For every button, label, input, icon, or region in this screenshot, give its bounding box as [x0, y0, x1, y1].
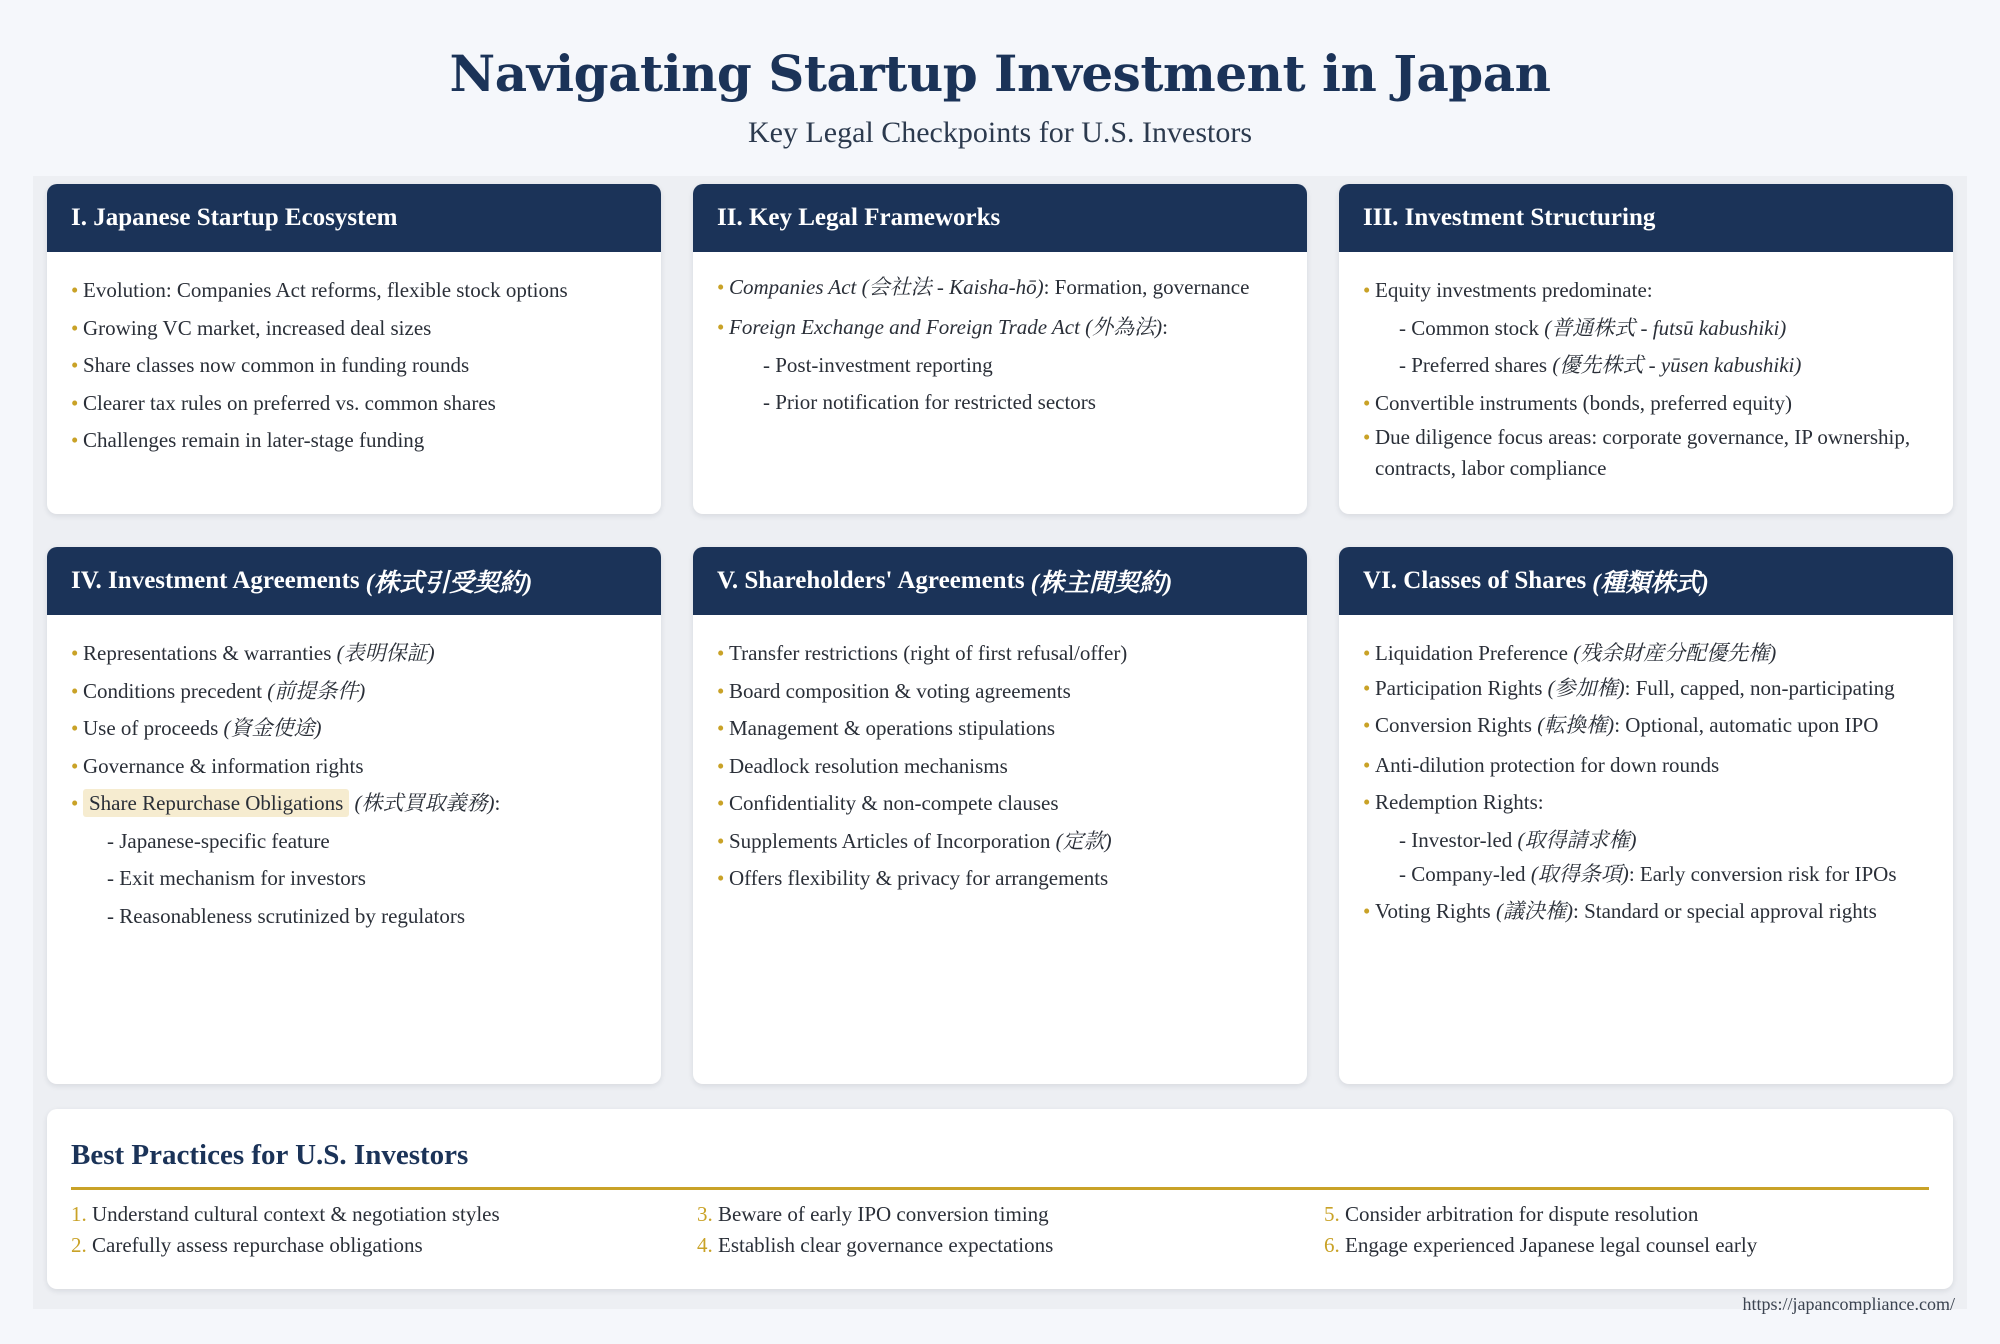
common-stock-jp: (普通株式 - futsū kabushiki) [1544, 315, 1787, 340]
companies-act-desc: : Formation, governance [1043, 275, 1250, 299]
item-text: Conversion Rights [1375, 712, 1538, 737]
highlight-repurchase: Share Repurchase Obligations [83, 789, 349, 817]
item-jp: (議決権) [1495, 899, 1573, 923]
footer-url: https://japancompliance.com/ [1742, 1294, 1955, 1314]
item-rest: : Optional, automatic upon IPO [1614, 712, 1879, 737]
list-item: • Equity investments predominate: [1363, 272, 1929, 310]
card-agreements-body [47, 615, 661, 935]
item-jp: (資金使途) [223, 716, 322, 740]
item-rest: : Early conversion risk for IPOs [1628, 862, 1897, 886]
item-text: Voting Rights [1375, 899, 1496, 923]
list-item: • Deadlock resolution mechanisms [717, 748, 1283, 786]
page-title: Navigating Startup Investment in Japan [449, 44, 1551, 103]
list-item [1363, 896, 1929, 927]
card-classes [1339, 547, 1953, 1084]
list-item: • Confidentiality & non-compete clauses [717, 785, 1283, 823]
item-text: Establish clear governance expectations [718, 1233, 1054, 1257]
list-item: • Due diligence focus areas: corporate governance, IP ownership, contracts, labor compliance [1363, 422, 1929, 484]
item-jp: (株式買取義務) [354, 791, 495, 815]
item-jp: (表明保証) [336, 641, 435, 665]
card-classes-body [1339, 615, 1953, 927]
sub-item: - Japanese-specific feature [107, 828, 330, 853]
list-item [697, 1230, 1053, 1261]
card-title-jp: (株主間契約) [1030, 570, 1173, 597]
card-frameworks-body [693, 252, 1307, 422]
list-item: • Redemption Rights: [1363, 784, 1929, 822]
card-title-jp: (株式引受契約) [365, 570, 533, 597]
card-structuring-title: III. Investment Structuring [1339, 184, 1953, 252]
item-number: 4. [697, 1233, 713, 1257]
card-shareholders [693, 547, 1307, 1084]
list-item: • Share classes now common in funding rounds [71, 347, 637, 385]
list-item [1324, 1199, 1757, 1230]
card-ecosystem [47, 184, 661, 514]
item-text: Use of proceeds [83, 716, 224, 740]
list-item [71, 785, 637, 823]
item-number: 2. [71, 1233, 87, 1257]
sub-item: - Prior notification for restricted sectors [763, 390, 1096, 414]
list-item [717, 272, 1283, 303]
card-agreements [47, 547, 661, 1084]
card-shareholders-title [693, 547, 1307, 615]
sub-item [1363, 859, 1929, 890]
best-practices-col-2 [697, 1199, 1053, 1261]
item-text: - Investor-led [1399, 827, 1518, 852]
list-item: • Evolution: Companies Act reforms, flexible stock options [71, 272, 637, 310]
sub-item: - Post-investment reporting [763, 352, 993, 377]
item-text: Engage experienced Japanese legal counsel early [1345, 1233, 1758, 1257]
best-practices-col-3 [1324, 1199, 1757, 1261]
list-item: • Board composition & voting agreements [717, 673, 1283, 711]
card-structuring-body [1339, 252, 1953, 484]
item-colon: : [494, 791, 501, 815]
list-item: • Challenges remain in later-stage funding [71, 422, 637, 460]
item-jp: (前提条件) [267, 678, 366, 703]
list-item: • Offers flexibility & privacy for arrangements [717, 860, 1283, 898]
divider [71, 1187, 1929, 1190]
item-rest: : Full, capped, non-participating [1624, 675, 1895, 700]
item-jp: (取得請求権) [1517, 827, 1637, 852]
item-rest: : Standard or special approval rights [1572, 899, 1877, 923]
list-item [717, 823, 1283, 861]
preferred-shares-jp: (優先株式 - yūsen kabushiki) [1552, 353, 1802, 377]
page-subtitle: Key Legal Checkpoints for U.S. Investors [747, 116, 1253, 149]
card-title-jp: (種類株式) [1592, 570, 1709, 597]
list-item [1363, 710, 1929, 741]
list-item [71, 635, 637, 673]
list-item [71, 673, 637, 711]
item-text: Understand cultural context & negotiation styles [92, 1202, 500, 1226]
item-text: Consider arbitration for dispute resolution [1345, 1202, 1699, 1226]
list-item [697, 1199, 1053, 1230]
sub-item: - Exit mechanism for investors [107, 866, 366, 890]
item-text: Conditions precedent [83, 678, 268, 703]
item-number: 3. [697, 1202, 713, 1226]
item-jp: (残余財産分配優先権) [1573, 641, 1777, 665]
card-frameworks-title: II. Key Legal Frameworks [693, 184, 1307, 252]
fefta-colon: : [1162, 315, 1168, 339]
companies-act-name: Companies Act (会社法 - Kaisha-hō) [729, 275, 1044, 299]
best-practices-col-1 [71, 1199, 500, 1261]
list-item: • Convertible instruments (bonds, preferred equity) [1363, 385, 1929, 423]
card-title-text: VI. Classes of Shares [1363, 567, 1587, 594]
item-text: Beware of early IPO conversion timing [718, 1202, 1049, 1226]
best-practices-title: Best Practices for U.S. Investors [71, 1139, 469, 1171]
card-ecosystem-body [47, 252, 661, 460]
list-item [71, 710, 637, 748]
preferred-shares-label: - Preferred shares [1399, 353, 1553, 377]
list-item: • Governance & information rights [71, 748, 637, 786]
sub-item: - Reasonableness scrutinized by regulators [107, 903, 466, 928]
list-item [71, 1199, 500, 1230]
item-text: Liquidation Preference [1375, 641, 1574, 665]
list-item: • Clearer tax rules on preferred vs. common shares [71, 385, 637, 423]
list-item [1363, 673, 1929, 704]
common-stock-label: - Common stock [1399, 315, 1545, 340]
item-text: - Company-led [1399, 862, 1531, 886]
list-item: • Management & operations stipulations [717, 710, 1283, 748]
card-title-text: V. Shareholders' Agreements [717, 567, 1025, 594]
list-item [717, 309, 1283, 347]
card-frameworks [693, 184, 1307, 514]
list-item: • Transfer restrictions (right of first refusal/offer) [717, 635, 1283, 673]
item-number: 5. [1324, 1202, 1340, 1226]
list-item [1324, 1230, 1757, 1261]
item-text: Representations & warranties [83, 641, 337, 665]
card-agreements-title [47, 547, 661, 615]
item-jp: (定款) [1055, 828, 1112, 853]
sub-item [1363, 822, 1929, 860]
card-ecosystem-title: I. Japanese Startup Ecosystem [47, 184, 661, 252]
list-item [1363, 635, 1929, 673]
card-title-text: IV. Investment Agreements [71, 567, 360, 594]
card-shareholders-body [693, 615, 1307, 898]
item-jp: (参加権) [1547, 675, 1625, 700]
item-number: 1. [71, 1202, 87, 1226]
list-item: • Anti-dilution protection for down rounds [1363, 747, 1929, 785]
sub-item [1363, 347, 1929, 385]
item-text: Participation Rights [1375, 675, 1548, 700]
item-jp: (取得条項) [1530, 862, 1629, 886]
item-number: 6. [1324, 1233, 1340, 1257]
list-item: • Growing VC market, increased deal sizes [71, 310, 637, 348]
item-text: Carefully assess repurchase obligations [92, 1233, 423, 1257]
fefta-name: Foreign Exchange and Foreign Trade Act (外為法) [729, 315, 1163, 339]
sub-item [1363, 310, 1929, 348]
list-item [71, 1230, 500, 1261]
best-practices-panel [47, 1109, 1953, 1289]
item-text: Supplements Articles of Incorporation [729, 828, 1056, 853]
card-structuring [1339, 184, 1953, 514]
card-classes-title [1339, 547, 1953, 615]
item-jp: (転換権) [1537, 712, 1615, 737]
